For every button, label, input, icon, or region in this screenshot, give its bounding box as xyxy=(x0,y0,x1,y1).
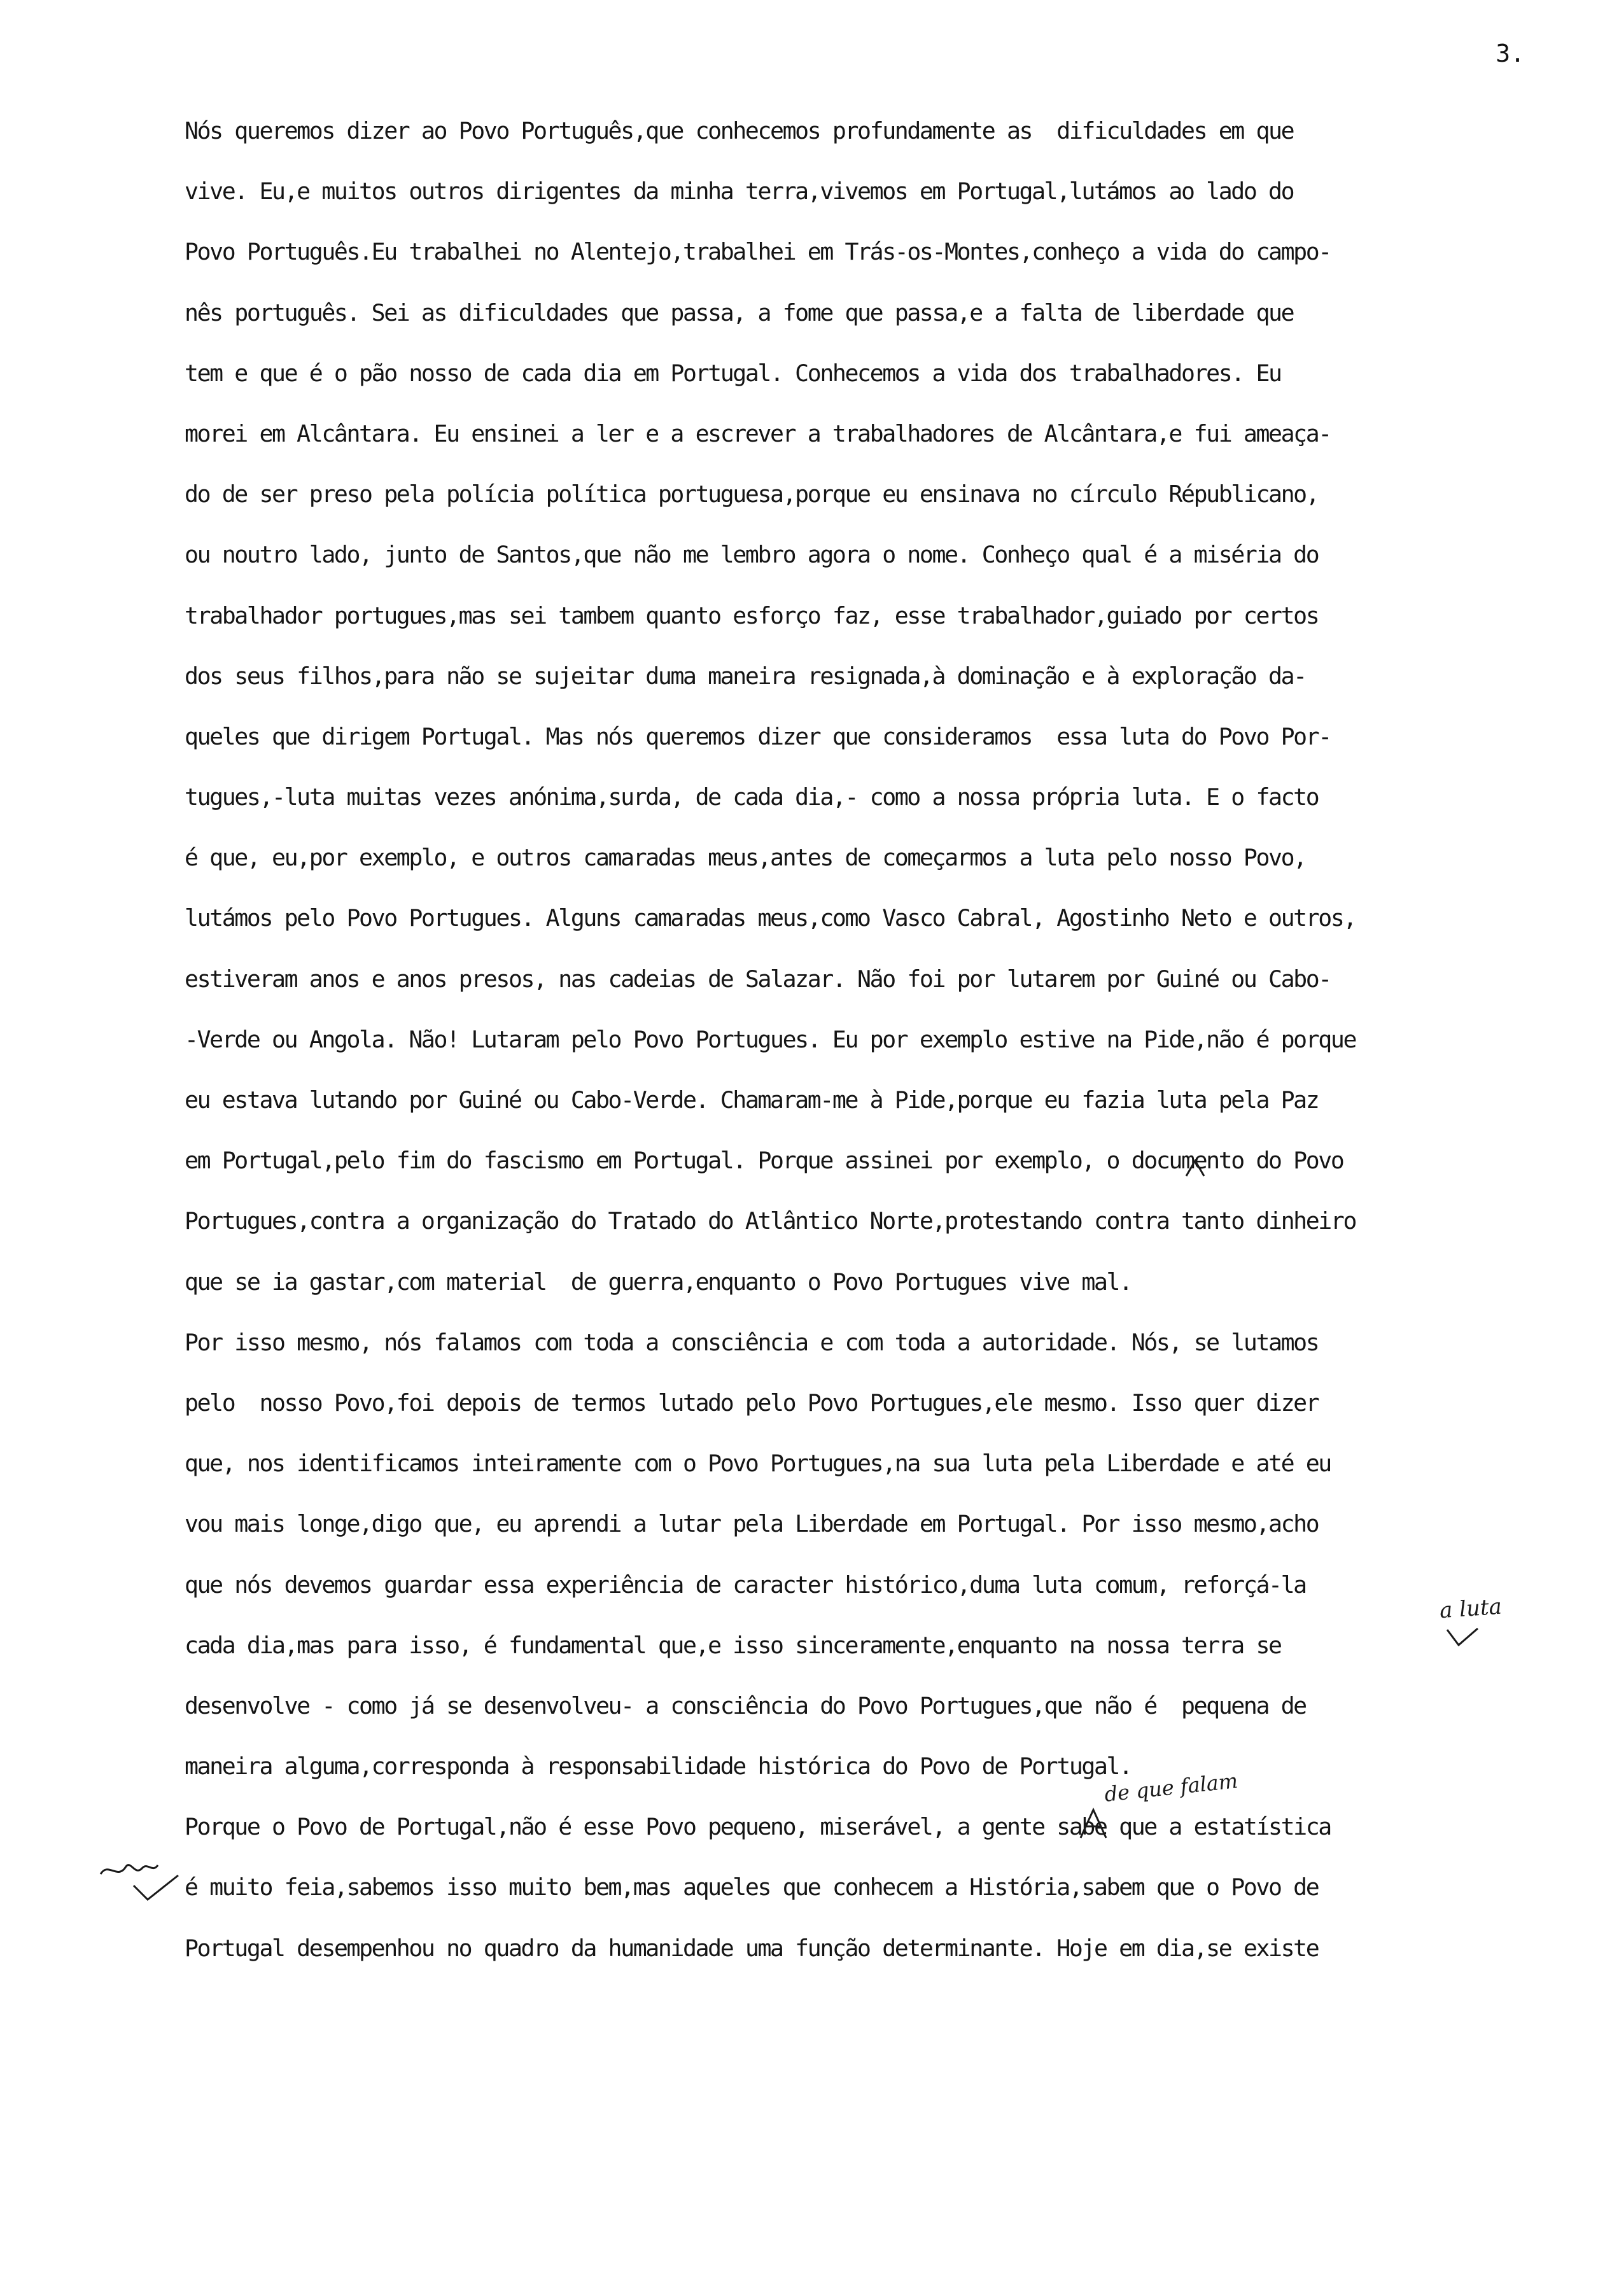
text-line: -Verde ou Angola. Não! Lutaram pelo Povo Portugues. Eu por exemplo estive na Pide,não é porque xyxy=(185,1025,1356,1053)
text-line: vou mais longe,digo que, eu aprendi a lutar pela Liberdade em Portugal. Por isso mesmo,acho xyxy=(185,1510,1319,1538)
page-number: 3. xyxy=(1496,39,1525,67)
text-line: eu estava lutando por Guiné ou Cabo-Verde. Chamaram-me à Pide,porque eu fazia luta pela Paz xyxy=(185,1086,1319,1114)
text-line: é muito feia,sabemos isso muito bem,mas aqueles que conhecem a História,sabem que o Povo de xyxy=(185,1873,1319,1901)
insertion-caret-icon xyxy=(1445,1626,1483,1651)
text-line: em Portugal,pelo fim do fascismo em Portugal. Porque assinei por exemplo, o documento do Povo xyxy=(185,1147,1343,1175)
text-line: Por isso mesmo, nós falamos com toda a consciência e com toda a autoridade. Nós, se lutamos xyxy=(185,1328,1319,1356)
text-line: desenvolve - como já se desenvolveu- a consciência do Povo Portugues,que não é pequena de xyxy=(185,1691,1306,1719)
text-line: que, nos identificamos inteiramente com o Povo Portugues,na sua luta pela Liberdade e até eu xyxy=(185,1450,1331,1478)
document-body xyxy=(185,101,1553,1978)
text-line: Porque o Povo de Portugal,não é esse Povo pequeno, miserável, a gente sabe que a estatística xyxy=(185,1813,1331,1841)
text-line: pelo nosso Povo,foi depois de termos lutado pelo Povo Portugues,ele mesmo. Isso quer dizer xyxy=(185,1389,1319,1417)
text-line: ou noutro lado, junto de Santos,que não me lembro agora o nome. Conheço qual é a miséria do xyxy=(185,541,1319,569)
handwritten-insertion-falam: de que falam xyxy=(1103,1768,1239,1807)
text-line: é que, eu,por exemplo, e outros camaradas meus,antes de começarmos a luta pelo nosso Povo, xyxy=(185,844,1306,872)
text-line: tugues,-luta muitas vezes anónima,surda, de cada dia,- como a nossa própria luta. E o facto xyxy=(185,783,1319,811)
margin-handwritten-note xyxy=(95,1855,185,1906)
text-line: lutámos pelo Povo Portugues. Alguns camaradas meus,como Vasco Cabral, Agostinho Neto e outros, xyxy=(185,904,1356,932)
insertion-caret-icon xyxy=(1182,1157,1208,1182)
text-line: que nós devemos guardar essa experiência de caracter histórico,duma luta comum, reforçá-la xyxy=(185,1571,1306,1599)
text-line: que se ia gastar,com material de guerra,enquanto o Povo Portugues vive mal. xyxy=(185,1268,1132,1296)
text-line: Portugues,contra a organização do Tratado do Atlântico Norte,protestando contra tanto dinheiro xyxy=(185,1207,1356,1235)
text-line: dos seus filhos,para não se sujeitar duma maneira resignada,à dominação e à exploração da- xyxy=(185,662,1306,690)
text-line: nês português. Sei as dificuldades que passa, a fome que passa,e a falta de liberdade que xyxy=(185,298,1294,326)
text-line: tem e que é o pão nosso de cada dia em Portugal. Conhecemos a vida dos trabalhadores. Eu xyxy=(185,359,1281,387)
text-line: vive. Eu,e muitos outros dirigentes da minha terra,vivemos em Portugal,lutámos ao lado do xyxy=(185,178,1294,206)
handwritten-insertion-a-luta: a luta xyxy=(1438,1593,1503,1624)
text-line: Portugal desempenhou no quadro da humanidade uma função determinante. Hoje em dia,se existe xyxy=(185,1934,1319,1962)
text-line: estiveram anos e anos presos, nas cadeias de Salazar. Não foi por lutarem por Guiné ou Cabo- xyxy=(185,965,1331,993)
text-line: cada dia,mas para isso, é fundamental que,e isso sinceramente,enquanto na nossa terra se xyxy=(185,1631,1281,1659)
insertion-mark-icon xyxy=(1074,1806,1119,1844)
text-line: maneira alguma,corresponda à responsabilidade histórica do Povo de Portugal. xyxy=(185,1753,1132,1781)
text-line: queles que dirigem Portugal. Mas nós queremos dizer que consideramos essa luta do Povo Por- xyxy=(185,722,1331,750)
text-line: Nós queremos dizer ao Povo Português,que conhecemos profundamente as dificuldades em que xyxy=(185,117,1294,144)
text-line: trabalhador portugues,mas sei tambem quanto esforço faz, esse trabalhador,guiado por certos xyxy=(185,601,1319,629)
margin-check-icon xyxy=(95,1855,185,1906)
text-line: morei em Alcântara. Eu ensinei a ler e a escrever a trabalhadores de Alcântara,e fui ameaça- xyxy=(185,419,1331,447)
text-line: Povo Português.Eu trabalhei no Alentejo,trabalhei em Trás-os-Montes,conheço a vida do campo- xyxy=(185,238,1331,266)
text-line: do de ser preso pela polícia política portuguesa,porque eu ensinava no círculo Républicano, xyxy=(185,480,1319,508)
